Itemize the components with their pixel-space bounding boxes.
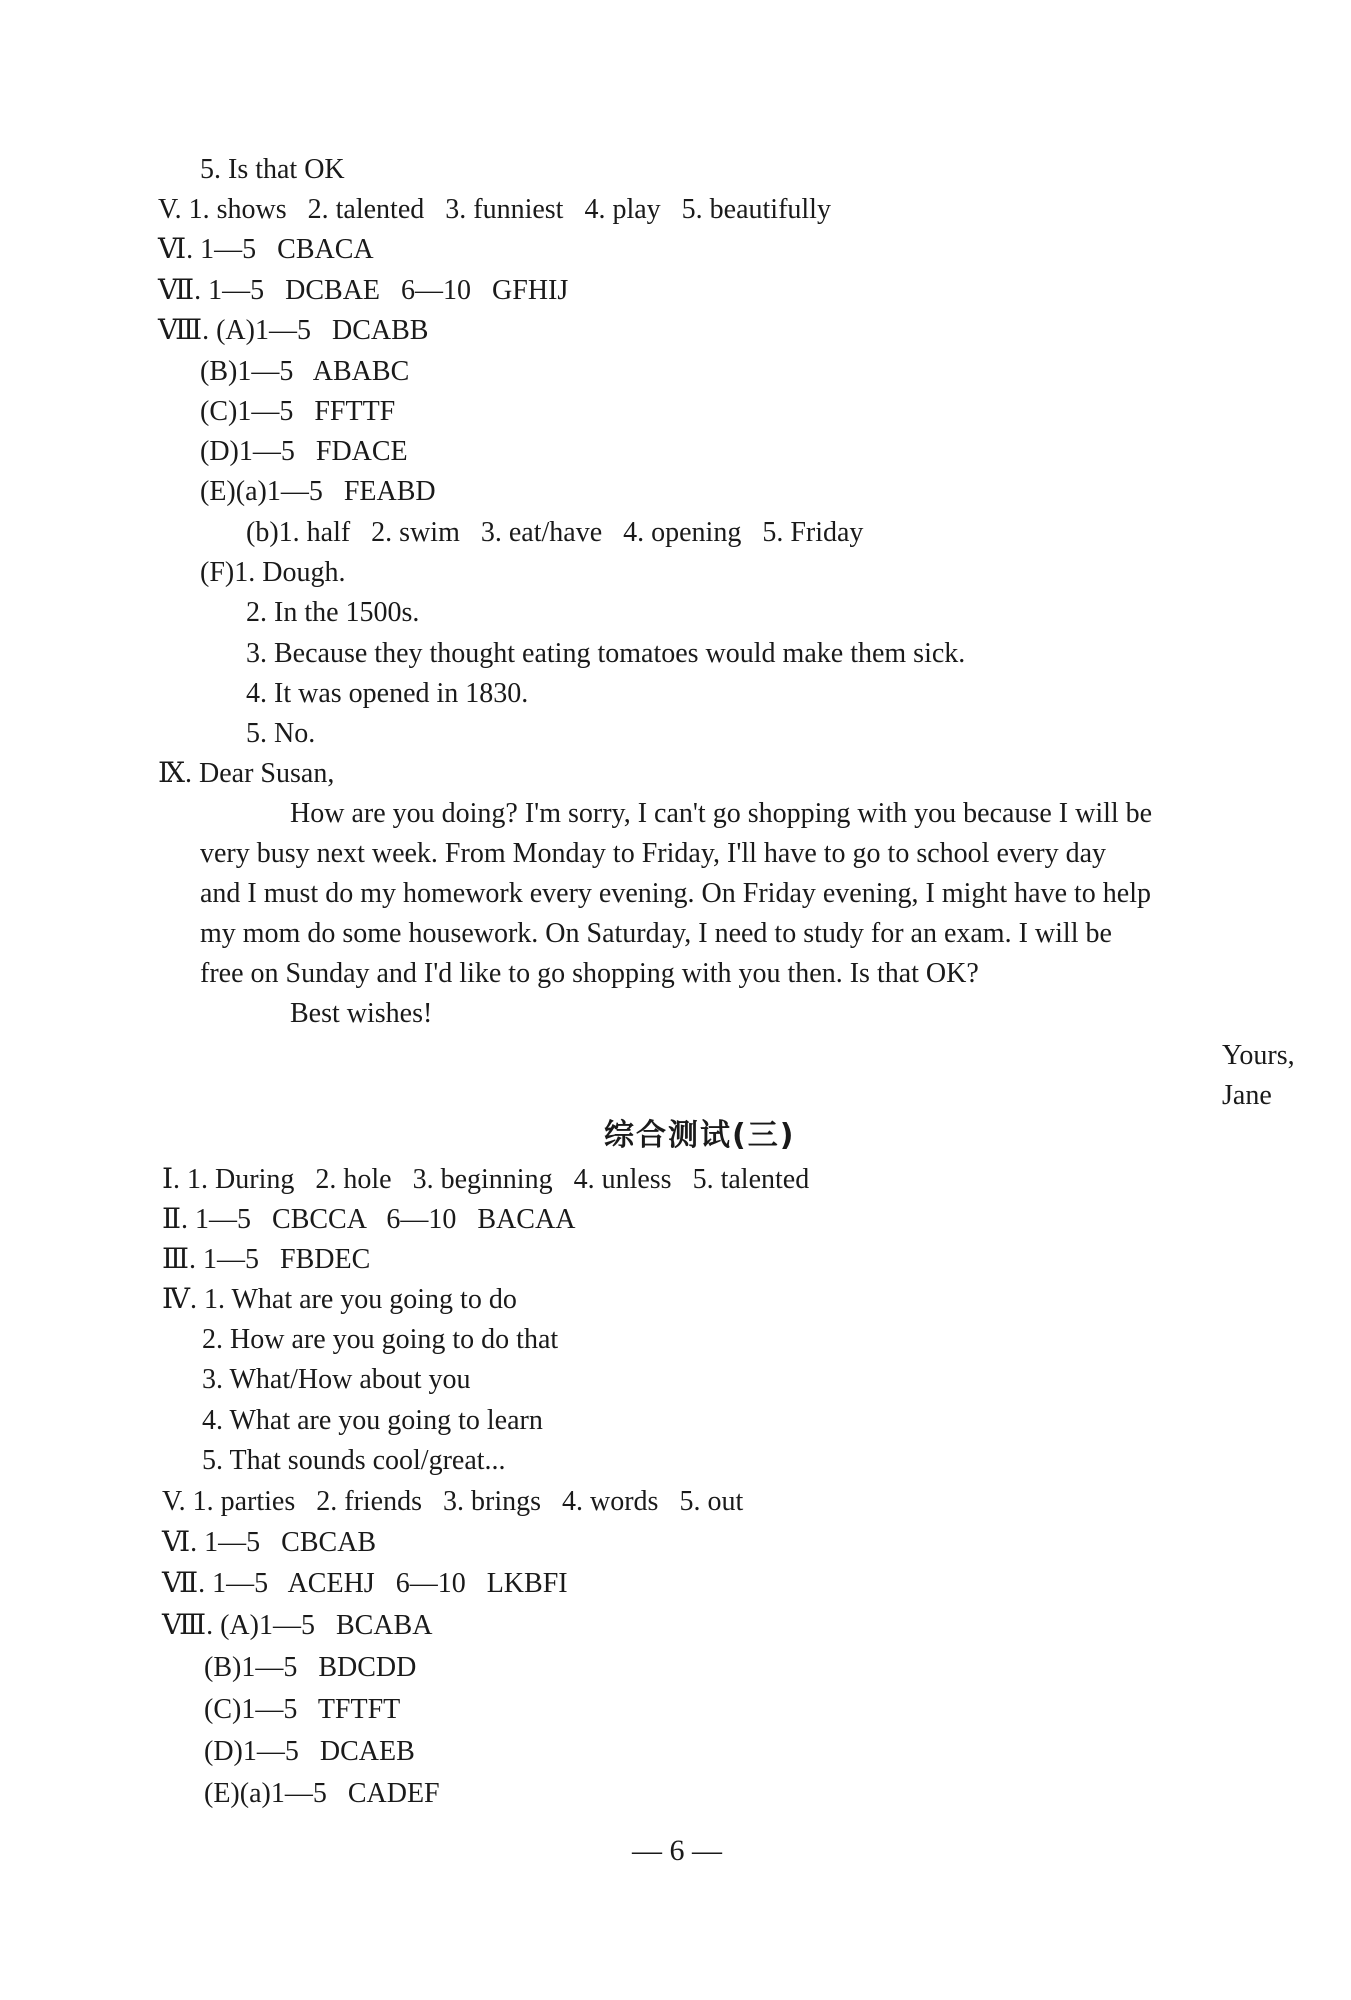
- answer-line: (D)1—5 FDACE: [200, 436, 408, 467]
- answer-line: (F)1. Dough.: [200, 557, 346, 588]
- letter-line: my mom do some housework. On Saturday, I need to study for an exam. I will be: [200, 918, 1112, 949]
- answer-line: 3. Because they thought eating tomatoes would make them sick.: [246, 638, 966, 669]
- answer-line: 2. How are you going to do that: [202, 1324, 559, 1355]
- letter-signature: Jane: [1222, 1080, 1272, 1111]
- answer-line: 5. No.: [246, 718, 316, 749]
- answer-line: (b)1. half 2. swim 3. eat/have 4. opening 5. Friday: [246, 517, 864, 548]
- answer-line: Ⅵ. 1—5 CBACA: [158, 234, 374, 265]
- answer-line: Ⅵ. 1—5 CBCAB: [162, 1527, 377, 1558]
- answer-line: V. 1. parties 2. friends 3. brings 4. words 5. out: [162, 1486, 744, 1517]
- answer-line: Ⅱ. 1—5 CBCCA 6—10 BACAA: [162, 1204, 576, 1235]
- answer-line: 4. It was opened in 1830.: [246, 678, 529, 709]
- answer-line: (C)1—5 TFTFT: [204, 1694, 401, 1725]
- answer-line: Ⅶ. 1—5 ACEHJ 6—10 LKBFI: [162, 1568, 568, 1599]
- answer-line: (E)(a)1—5 FEABD: [200, 476, 436, 507]
- answer-line: (C)1—5 FFTTF: [200, 396, 396, 427]
- answer-line: Ⅳ. 1. What are you going to do: [162, 1284, 517, 1315]
- letter-signoff: Yours,: [1222, 1040, 1295, 1071]
- answer-line: V. 1. shows 2. talented 3. funniest 4. play 5. beautifully: [158, 194, 831, 225]
- answer-line: Ⅷ. (A)1—5 DCABB: [158, 315, 429, 346]
- answer-line: (B)1—5 ABABC: [200, 356, 410, 387]
- answer-line: Ⅷ. (A)1—5 BCABA: [162, 1610, 433, 1641]
- answer-line: 5. That sounds cool/great...: [202, 1445, 506, 1476]
- answer-line: 5. Is that OK: [200, 154, 345, 185]
- letter-closing: Best wishes!: [290, 998, 433, 1029]
- answer-line: Ⅲ. 1—5 FBDEC: [162, 1244, 371, 1275]
- answer-line: 3. What/How about you: [202, 1364, 471, 1395]
- section-title: 综合测试(三): [604, 1118, 796, 1153]
- page-number: — 6 —: [632, 1834, 722, 1867]
- answer-line: (D)1—5 DCAEB: [204, 1736, 415, 1767]
- letter-line: and I must do my homework every evening. On Friday evening, I might have to help: [200, 878, 1152, 909]
- letter-heading: Ⅸ. Dear Susan,: [158, 758, 335, 789]
- letter-line: free on Sunday and I'd like to go shopping with you then. Is that OK?: [200, 958, 979, 989]
- answer-line: Ⅰ. 1. During 2. hole 3. beginning 4. unless 5. talented: [162, 1164, 810, 1195]
- answer-line: (E)(a)1—5 CADEF: [204, 1778, 440, 1809]
- answer-line: 4. What are you going to learn: [202, 1405, 543, 1436]
- letter-line: How are you doing? I'm sorry, I can't go shopping with you because I will be: [290, 798, 1153, 829]
- letter-line: very busy next week. From Monday to Friday, I'll have to go to school every day: [200, 838, 1107, 869]
- answer-line: (B)1—5 BDCDD: [204, 1652, 417, 1683]
- answer-line: 2. In the 1500s.: [246, 597, 420, 628]
- answer-line: Ⅶ. 1—5 DCBAE 6—10 GFHIJ: [158, 275, 569, 306]
